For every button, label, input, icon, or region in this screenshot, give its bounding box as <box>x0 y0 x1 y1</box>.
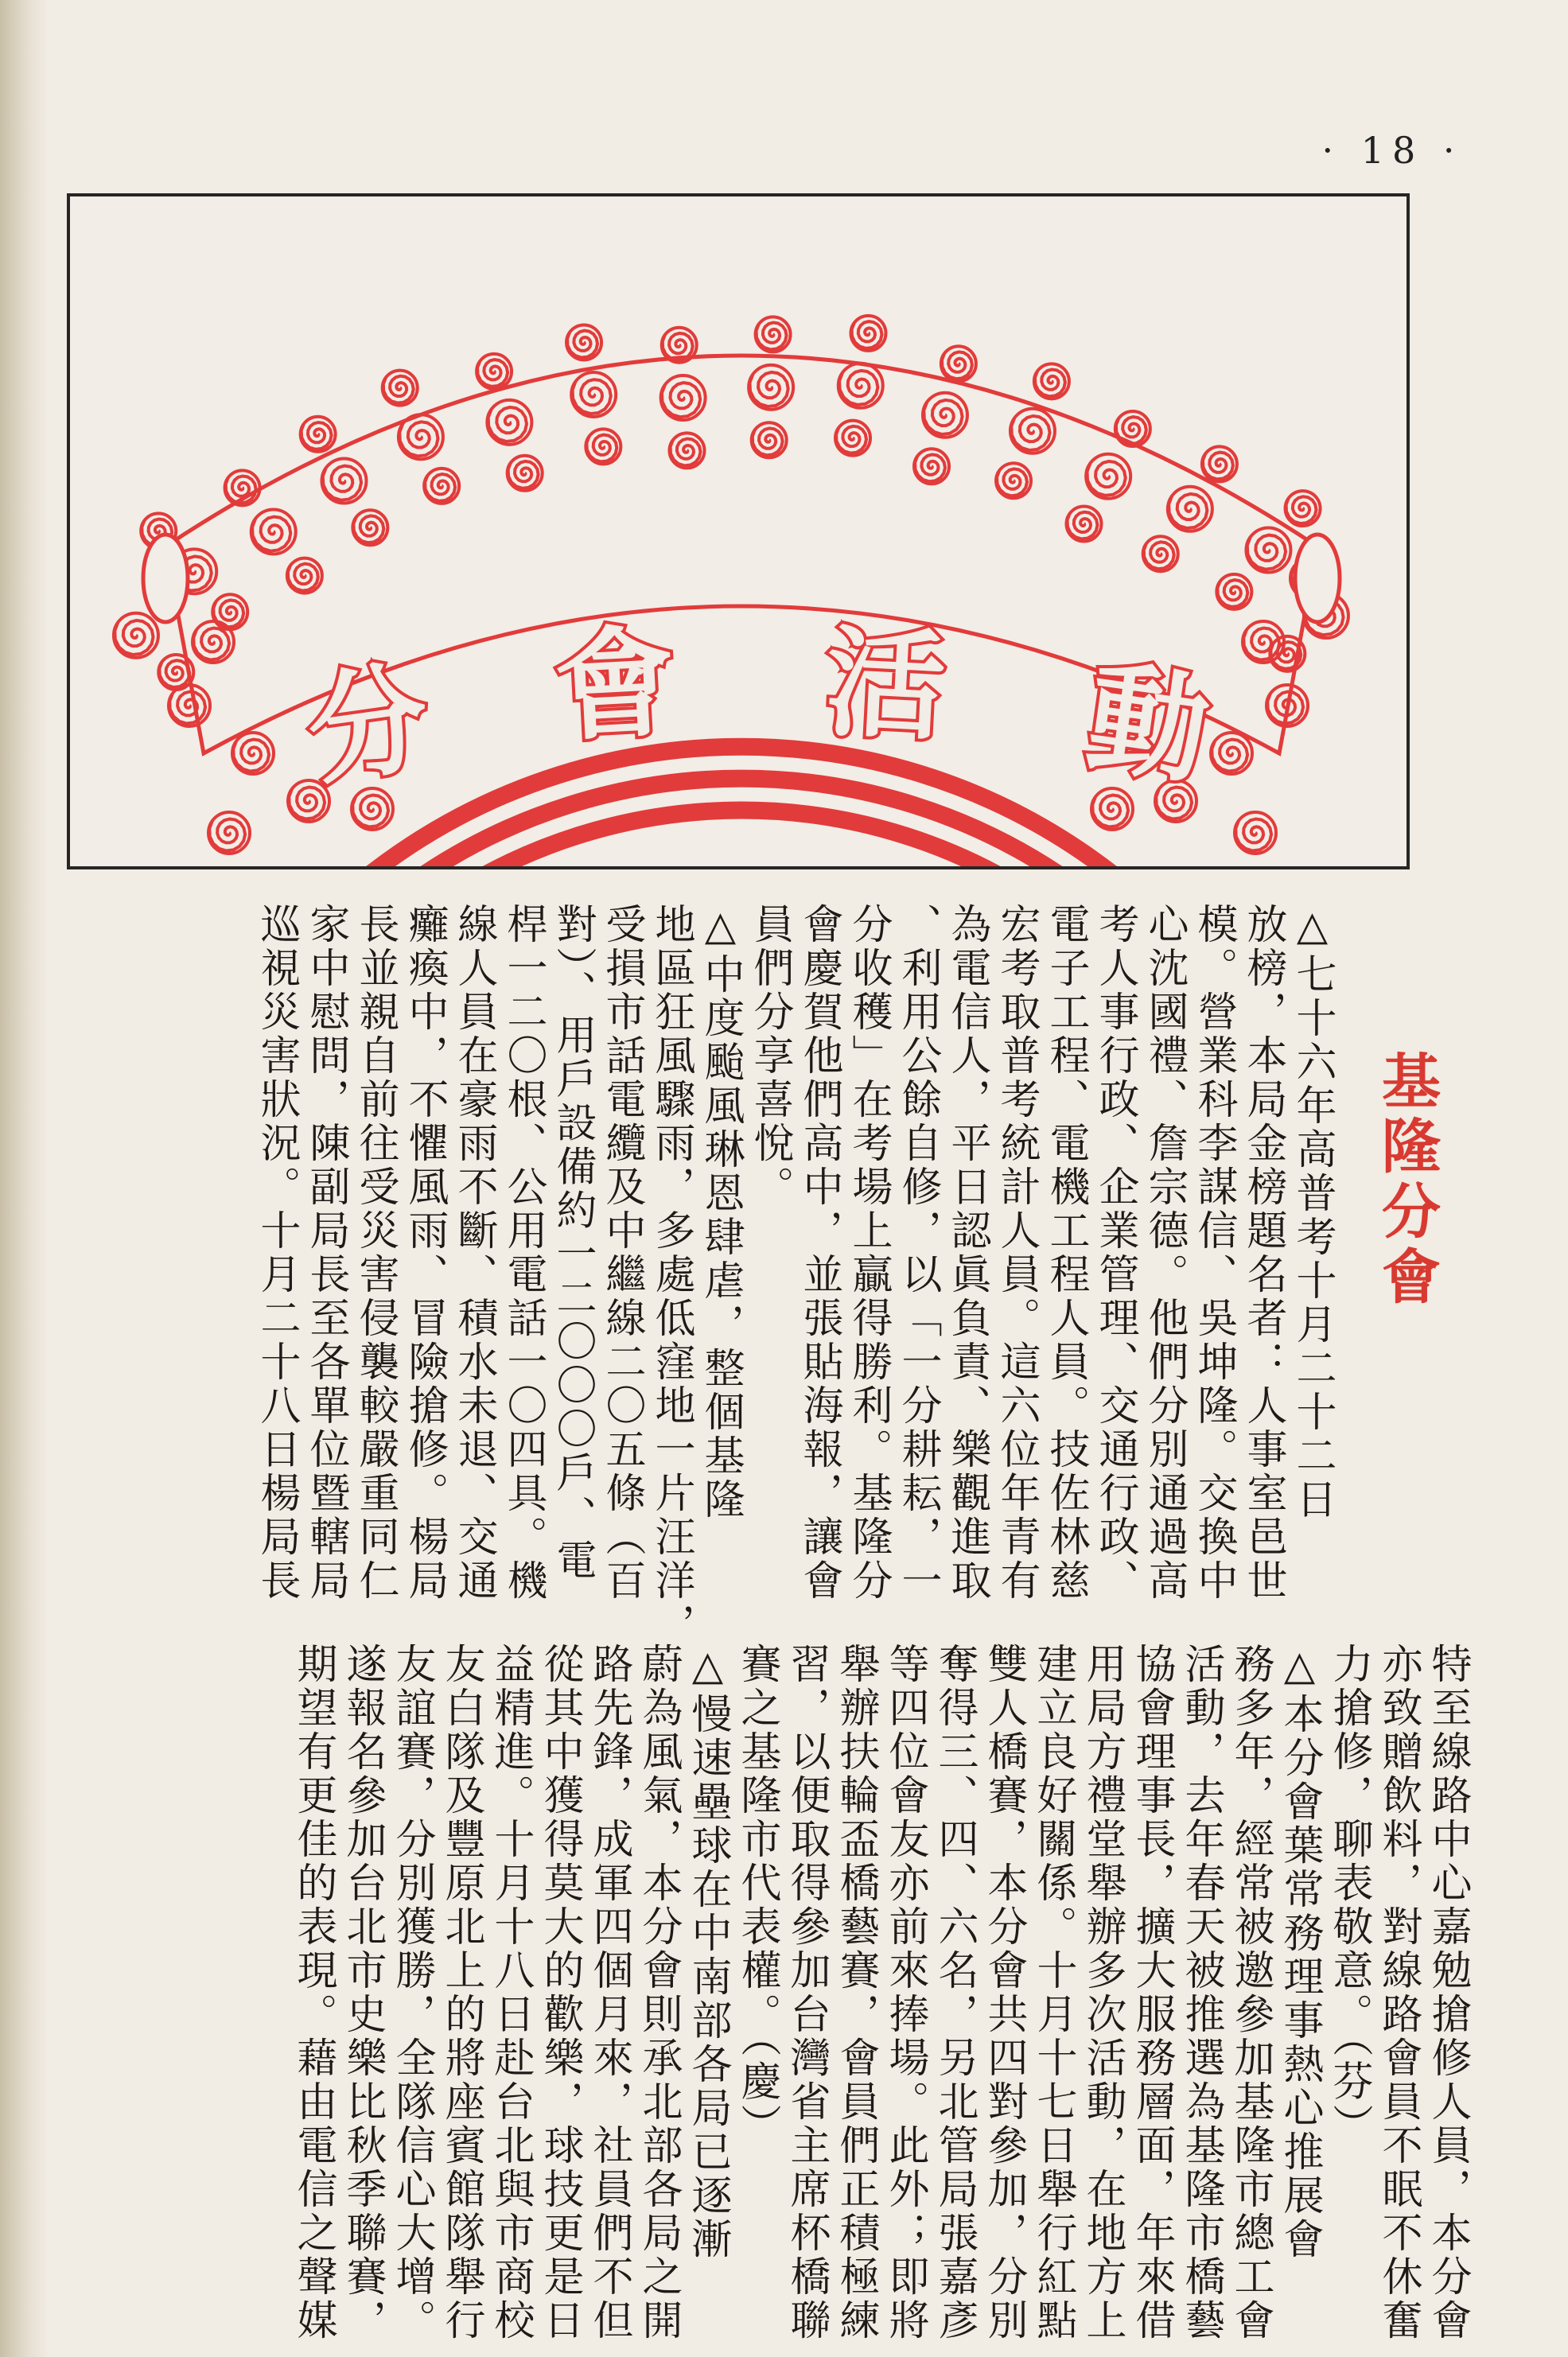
text-column: 會慶賀他們高中，並張貼海報，讓會 <box>796 903 842 1603</box>
text-column: 務多年，經常被邀參加基隆市總工會 <box>1227 1643 1274 2343</box>
text-column: 地區狂風驟雨，多處低窪地一片汪洋， <box>648 903 695 1647</box>
text-column: 家中慰問，陳副局長至各單位暨轄局 <box>302 903 349 1603</box>
text-column: 心沈國禮、詹宗德。他們分別通過高 <box>1141 903 1188 1603</box>
text-column: 特至線路中心嘉勉搶修人員，本分會 <box>1424 1643 1471 2343</box>
text-column: 益精進。十月十八日赴台北與市商校 <box>487 1643 534 2343</box>
text-column: △七十六年高普考十月二十二日 <box>1289 903 1336 1522</box>
text-column: △中度颱風琳恩肆虐，整個基隆 <box>697 903 744 1522</box>
text-column: 遂報名參加台北市史樂比秋季聯賽， <box>339 1643 386 2343</box>
text-column: △慢速壘球在中南部各局已逐漸 <box>684 1643 731 2262</box>
page-binding-edge <box>0 0 48 2357</box>
text-column: 模。營業科李謀信、吳坤隆。交換中 <box>1190 903 1237 1603</box>
text-column: 考人事行政、企業管理、交通行政、 <box>1091 903 1138 1603</box>
text-column: 賽之基隆市代表權。（慶） <box>733 1643 780 2148</box>
scroll-end-icon <box>143 535 188 622</box>
section-heading: 基隆分會 <box>1372 1050 1441 1311</box>
banner-title-char-4: 動 <box>1079 648 1217 803</box>
section-banner <box>67 193 1410 869</box>
text-column: 受損市話電纜及中繼線二〇五條（百 <box>598 903 645 1603</box>
text-column: 從其中獲得莫大的歡樂，球技更是日 <box>536 1643 583 2343</box>
text-column: 友白隊及豐原北上的將座賓館隊舉行 <box>438 1643 484 2343</box>
text-column: 癱瘓中，不懼風雨、冒險搶修。楊局 <box>401 903 448 1603</box>
text-column: 亦致贈飲料，對線路會員不眠不休奮 <box>1375 1643 1422 2343</box>
text-column: 電子工程、電機工程人員。技佐林慈 <box>1042 903 1089 1603</box>
text-column: △本分會葉常務理事熱心推展會 <box>1276 1643 1323 2262</box>
text-column: 員們分享喜悅。 <box>746 903 793 1209</box>
text-column: 、利用公餘自修，以「一分耕耘，一 <box>894 903 941 1603</box>
text-column: 放榜，本局金榜題名者：人事室邑世 <box>1239 903 1286 1603</box>
text-column: 蔚為風氣，本分會則承北部各局之開 <box>635 1643 682 2343</box>
text-column: 長並親自前往受災害侵襲較嚴重同仁 <box>352 903 399 1603</box>
text-column: 協會理事長，擴大服務層面，年來借 <box>1128 1643 1175 2343</box>
text-column: 等四位會友亦前來捧場。此外；即將 <box>881 1643 928 2343</box>
text-column: 為電信人，平日認眞負責、樂觀進取 <box>944 903 990 1603</box>
page-number-value: 18 <box>1360 129 1424 172</box>
text-column: 奪得三、四、六名，另北管局張嘉彥 <box>931 1643 978 2343</box>
text-column: 舉辦扶輪盃橋藝賽，會員們正積極練 <box>832 1643 879 2343</box>
banner-title-char-2: 會 <box>551 613 679 758</box>
text-column: 活動，去年春天被推選為基隆市橋藝 <box>1177 1643 1224 2343</box>
text-column: 路先鋒，成軍四個月來，社員們不但 <box>586 1643 632 2343</box>
text-column: 對）、用戶設備約一二〇〇〇戶、電 <box>549 903 596 1583</box>
text-column: 巡視災害狀況。十月二十八日楊局長 <box>253 903 300 1603</box>
banner-title <box>299 613 1247 803</box>
text-column: 雙人橋賽，本分會共四對參加，分別 <box>980 1643 1027 2343</box>
text-column: 分收穫」在考場上贏得勝利。基隆分 <box>845 903 892 1603</box>
banner-title-char-3: 活 <box>822 613 949 758</box>
text-column: 線人員在豪雨不斷、積水未退、交通 <box>450 903 497 1603</box>
text-column: 宏考取普考統計人員。這六位年青有 <box>993 903 1040 1603</box>
text-column: 力搶修，聊表敬意。（芬） <box>1325 1643 1372 2148</box>
banner-title-char-1: 分 <box>299 648 438 803</box>
scroll-end-icon <box>1295 535 1340 622</box>
text-column: 友誼賽，分別獲勝，全隊信心大增。 <box>388 1643 435 2343</box>
text-column: 用局方禮堂舉辦多次活動，在地方上 <box>1079 1643 1126 2343</box>
page-number: · 18 · <box>1321 129 1463 172</box>
text-column: 建立良好關係。十月十七日舉行紅點 <box>1029 1643 1076 2343</box>
text-column: 期望有更佳的表現。藉由電信之聲媒 <box>290 1643 337 2343</box>
text-column: 桿一二〇根、公用電話一〇四具。機 <box>500 903 547 1603</box>
text-column: 習，以便取得參加台灣省主席杯橋聯 <box>783 1643 830 2343</box>
